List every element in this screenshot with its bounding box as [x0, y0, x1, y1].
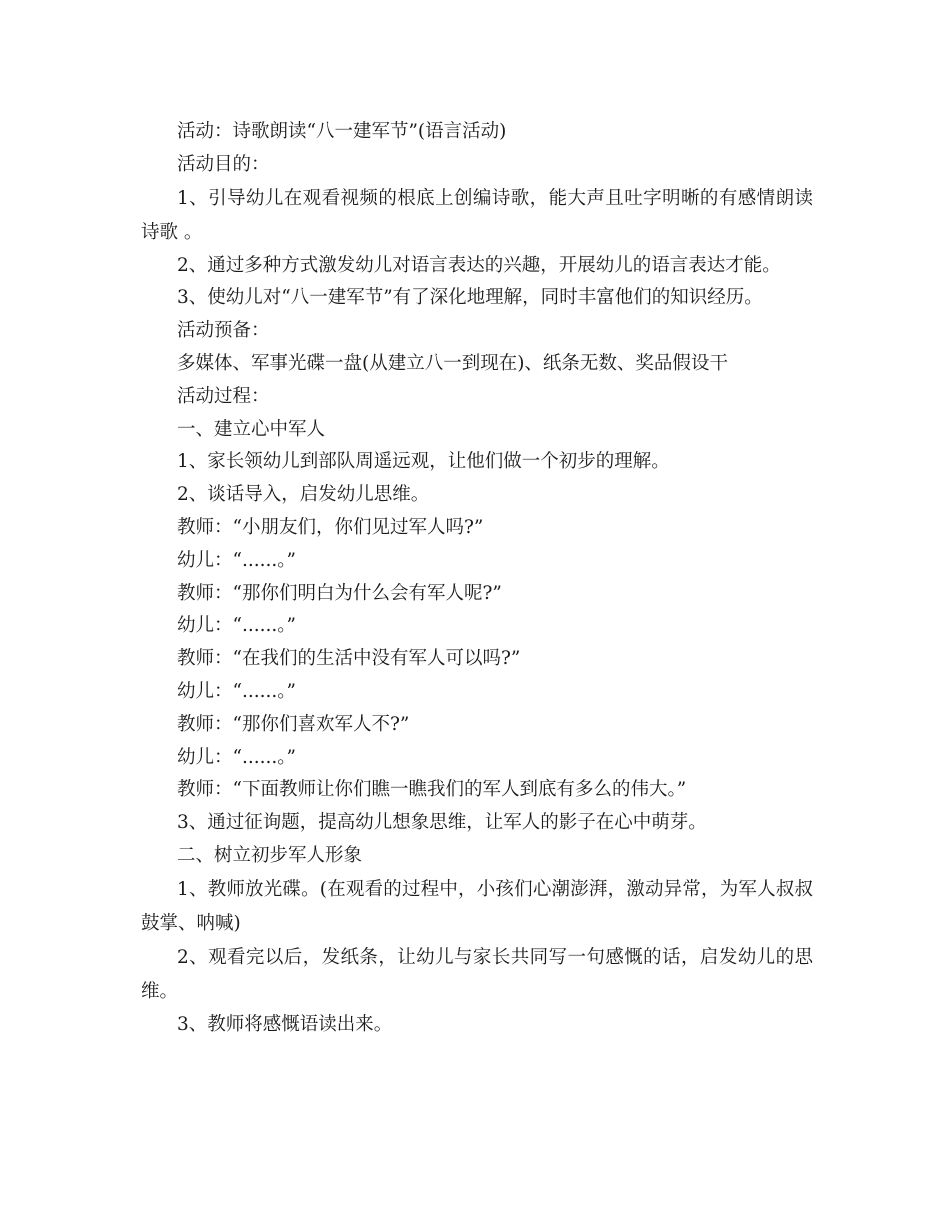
dialogue-line: 教师：“那你们明白为什么会有军人呢?” [177, 582, 502, 604]
dialogue-line: 幼儿：“......。” [177, 680, 296, 702]
preparation-materials: 多媒体、军事光碟一盘(从建立八一到现在)、纸条无数、奖品假设干 [177, 352, 728, 374]
goal-item-1: 1、引导幼儿在观看视频的根底上创编诗歌，能大声且吐字明晰的有感情朗读诗歌 。 [141, 187, 813, 243]
activity-title: 活动：诗歌朗读“八一建军节”(语言活动) [177, 121, 507, 142]
process-step: 3、通过征询题，提高幼儿想象思维，让军人的影子在心中萌芽。 [177, 812, 707, 834]
document-body [141, 116, 813, 1042]
dialogue-line: 教师：“那你们喜欢军人不?” [177, 713, 410, 735]
section-heading-goals: 活动目的： [177, 153, 270, 175]
dialogue-line: 教师：“下面教师让你们瞧一瞧我们的军人到底有多么的伟大。” [177, 779, 687, 801]
process-step: 1、教师放光碟。(在观看的过程中，小孩们心潮澎湃，激动异常，为军人叔叔鼓掌、呐喊) [141, 878, 813, 934]
dialogue-line: 幼儿：“......。” [177, 615, 296, 637]
process-step: 2、谈话导入，启发幼儿思维。 [177, 484, 430, 506]
dialogue-line: 幼儿：“......。” [177, 549, 296, 571]
section-heading-preparation: 活动预备： [177, 320, 270, 342]
dialogue-line: 教师：“小朋友们，你们见过军人吗?” [177, 516, 484, 538]
process-part-1-heading: 一、建立心中军人 [177, 418, 326, 440]
process-step: 1、家长领幼儿到部队周遥远观，让他们做一个初步的理解。 [177, 451, 670, 473]
goal-item-3: 3、使幼儿对“八一建军节”有了深化地理解，同时丰富他们的知识经历。 [177, 287, 763, 309]
dialogue-line: 教师：“在我们的生活中没有军人可以吗?” [177, 648, 521, 670]
section-heading-process: 活动过程： [177, 385, 270, 407]
process-step: 2、观看完以后，发纸条，让幼儿与家长共同写一句感慨的话，启发幼儿的思维。 [141, 946, 813, 1002]
dialogue-line: 幼儿：“......。” [177, 746, 296, 768]
process-step: 3、教师将感慨语读出来。 [177, 1013, 393, 1035]
goal-item-2: 2、通过多种方式激发幼儿对语言表达的兴趣，开展幼儿的语言表达才能。 [177, 254, 781, 276]
process-part-2-heading: 二、树立初步军人形象 [177, 844, 363, 866]
